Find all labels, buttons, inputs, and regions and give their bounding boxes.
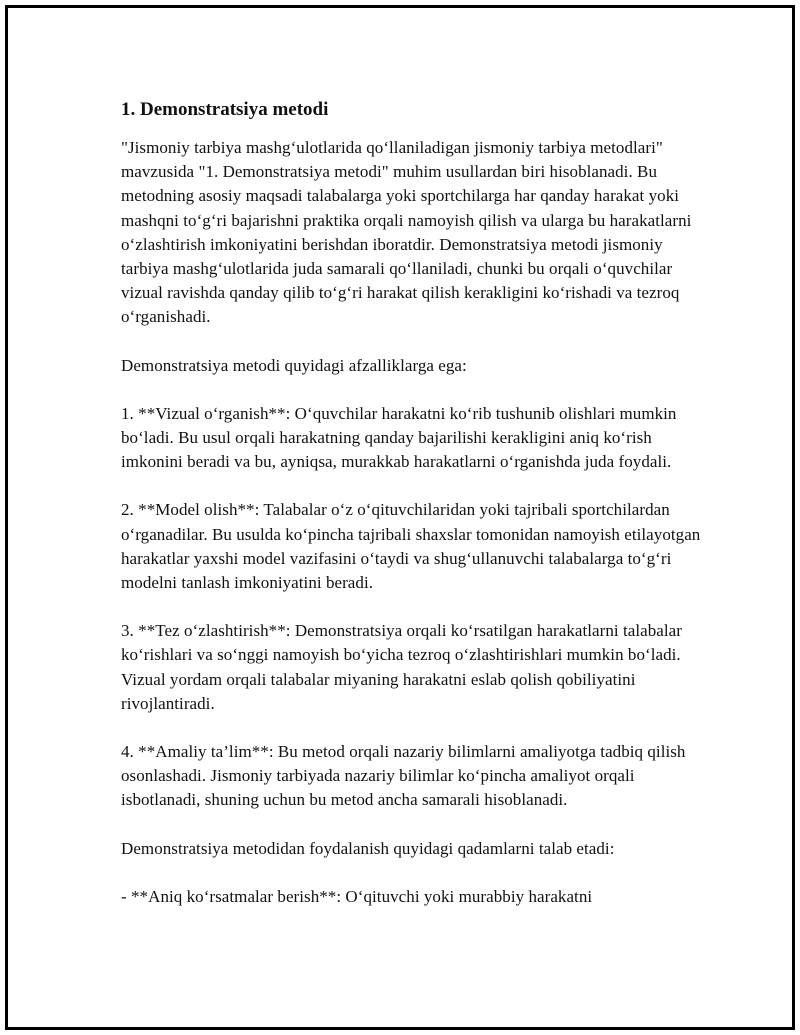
- advantage-item-practical: 4. **Amaliy ta’lim**: Bu metod orqali nazariy bilimlarni amaliyotga tadbiq qilish osonlashadi. Jismoniy tarbiyada nazariy bilimlar ko‘pincha amaliyot orqali isbotlanadi, shuning uchun bu metod ancha samarali hisoblanadi.: [121, 742, 686, 810]
- advantage-item-model: 2. **Model olish**: Talabalar o‘z o‘qituvchilaridan yoki tajribali sportchilardan o‘rganadilar. Bu usulda ko‘pincha tajribali shaxslar tomonidan namoyish etilayotgan harakatlar yaxshi model vazifasini o‘taydi va shug‘ullanuvchi talabalarga to‘g‘ri modelni tanlash imkoniyatini beradi.: [121, 500, 701, 593]
- intro-paragraph: "Jismoniy tarbiya mashg‘ulotlarida qo‘llaniladigan jismoniy tarbiya metodlari" mavzusida "1. Demonstratsiya metodi" muhim usullardan biri hisoblanadi. Bu metodning asosiy maqsadi talabalarga yoki sportchilarga har qanday harakat yoki mashqni to‘g‘ri bajarishni praktika orqali namoyish qilish va ularga bu harakatlarni o‘zlashtirish imkoniyatini berishdan iboratdir. Demonstratsiya metodi jismoniy tarbiya mashg‘ulotlarida juda samarali qo‘llaniladi, chunki bu orqali o‘quvchilar vizual ravishda qanday qilib to‘g‘ri harakat qilish kerakligini ko‘rishadi va tezroq o‘rganishadi.: [121, 138, 692, 327]
- advantages-heading-paragraph: Demonstratsiya metodi quyidagi afzalliklarga ega:: [121, 355, 467, 375]
- steps-heading-paragraph: Demonstratsiya metodidan foydalanish quyidagi qadamlarni talab etadi:: [121, 838, 615, 858]
- document-body: [121, 96, 701, 933]
- step-item-instructions: - **Aniq ko‘rsatmalar berish**: O‘qituvchi yoki murabbiy harakatni: [121, 886, 593, 906]
- document-title: 1. Demonstratsiya metodi: [121, 99, 329, 120]
- advantage-item-visual: 1. **Vizual o‘rganish**: O‘quvchilar harakatni ko‘rib tushunib olishlari mumkin bo‘ladi. Bu usul orqali harakatning qanday bajarilishi kerakligini aniq ko‘rish imkonini beradi va bu, ayniqsa, murakkab harakatlarni o‘rganishda juda foydali.: [121, 403, 677, 472]
- page-frame: [5, 5, 795, 1030]
- advantage-item-fast: 3. **Tez o‘zlashtirish**: Demonstratsiya orqali ko‘rsatilgan harakatlarni talabalar ko‘rishlari va so‘nggi namoyish bo‘yicha tezroq o‘zlashtirishlari mumkin bo‘ladi. Vizual yordam orqali talabalar miyaning harakatni eslab qolish qobiliyatini rivojlantiradi.: [121, 621, 682, 713]
